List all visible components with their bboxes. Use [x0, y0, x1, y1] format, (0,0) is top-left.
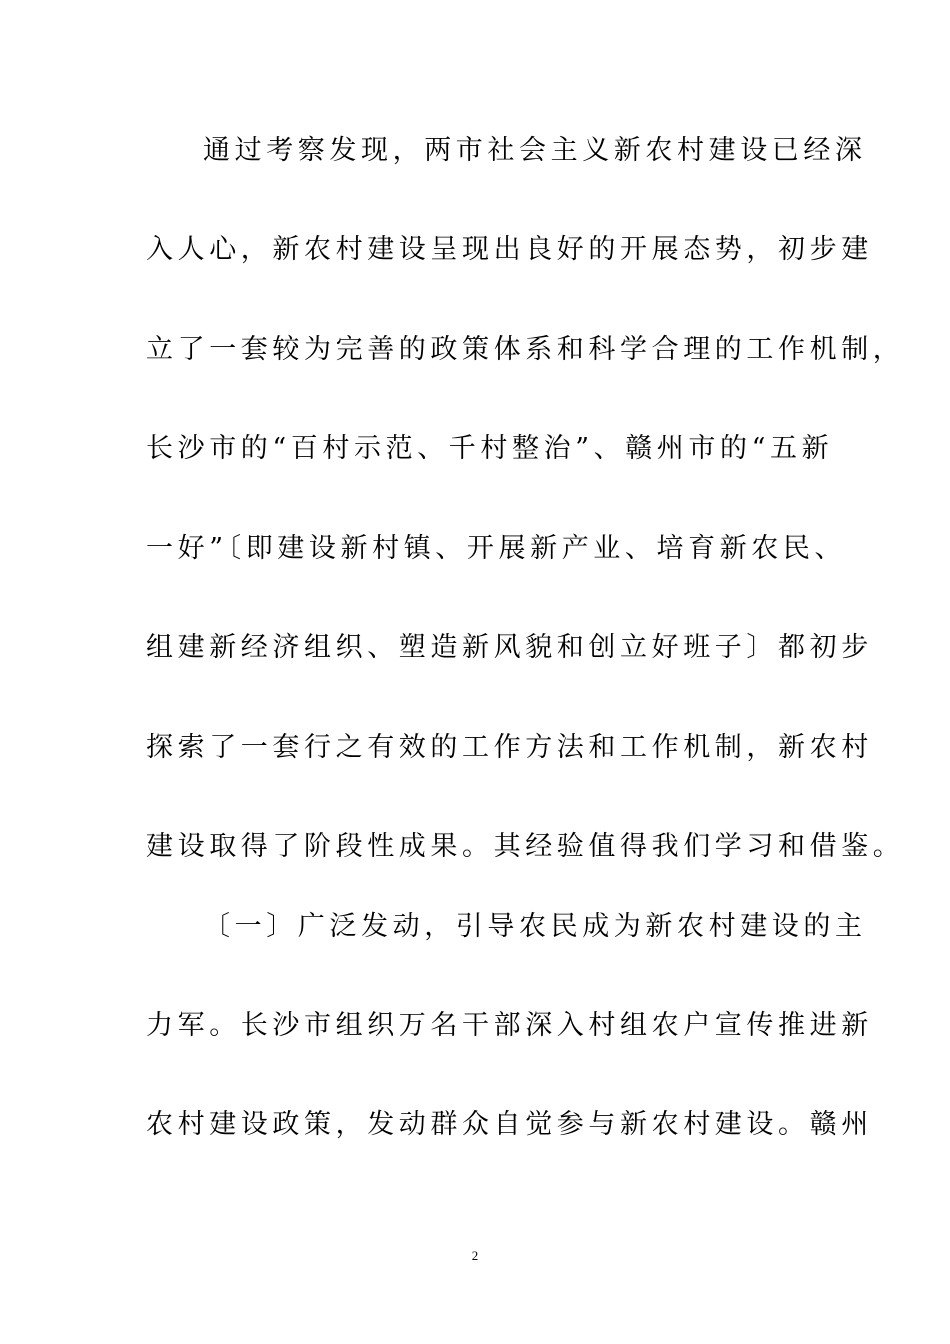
- paragraph-line: 探索了一套行之有效的工作方法和工作机制，新农村: [146, 732, 873, 763]
- paragraph-line: 建设取得了阶段性成果。其经验值得我们学习和借鉴。: [146, 831, 905, 862]
- paragraph-line: 一好”〔即建设新村镇、开展新产业、培育新农民、: [146, 533, 847, 564]
- section-heading-line: 〔一〕广泛发动，引导农民成为新农村建设的主: [203, 911, 867, 942]
- paragraph-line: 长沙市的“百村示范、千村整治”、赣州市的“五新: [146, 433, 834, 464]
- paragraph-line: 农村建设政策，发动群众自觉参与新农村建设。赣州: [146, 1109, 873, 1140]
- page-number: 2: [471, 1248, 479, 1263]
- paragraph-line: 通过考察发现，两市社会主义新农村建设已经深: [203, 135, 867, 166]
- paragraph-line: 入人心，新农村建设呈现出良好的开展态势，初步建: [146, 234, 873, 265]
- paragraph-line: 组建新经济组织、塑造新风貌和创立好班子〕都初步: [146, 632, 873, 663]
- paragraph-line: 立了一套较为完善的政策体系和科学合理的工作机制，: [146, 334, 905, 365]
- paragraph-line: 力军。长沙市组织万名干部深入村组农户宣传推进新: [146, 1010, 873, 1041]
